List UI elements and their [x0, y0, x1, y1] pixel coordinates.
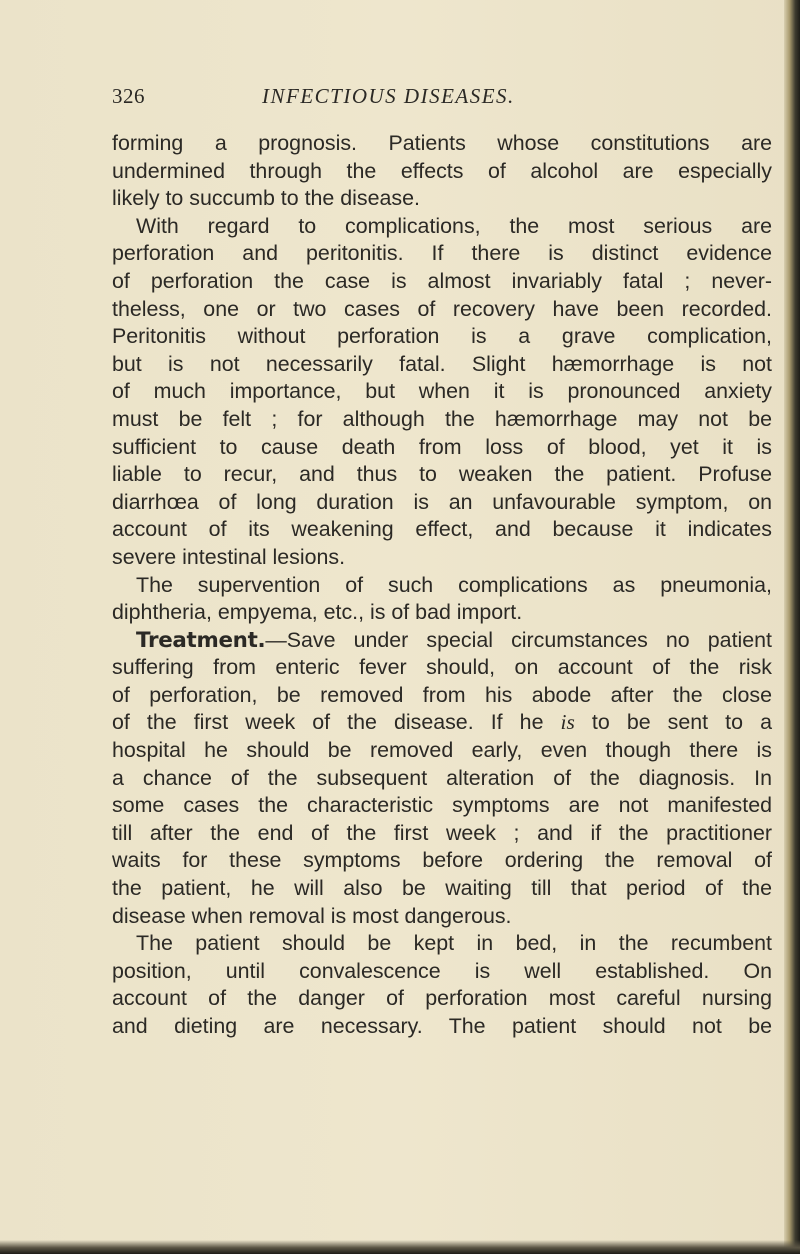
text-line: the patient, he will also be waiting till that period of the: [112, 876, 772, 901]
text-line: likely to succumb to the disease.: [112, 186, 420, 211]
text-line: sufficient to cause death from loss of blood, yet it is: [112, 434, 772, 459]
text-line: till after the end of the first week ; and if the practitioner: [112, 820, 772, 845]
text-line: but is not necessarily fatal. Slight hæmorrhage is not: [112, 351, 772, 376]
text-line: forming a prognosis. Patients whose constitutions are: [112, 131, 772, 155]
text-fragment: of the first week of the disease. If he: [112, 710, 561, 735]
text-line: of much importance, but when it is pronounced anxiety: [112, 379, 772, 404]
text-line: The supervention of such complications as pneumonia,: [136, 572, 772, 597]
text-line: liable to recur, and thus to weaken the patient. Profuse: [112, 462, 772, 487]
text-line: diphtheria, empyema, etc., is of bad import.: [112, 600, 523, 625]
italic-word: is: [560, 710, 575, 735]
text-line: severe intestinal lesions.: [112, 544, 346, 569]
text-line: disease when removal is most dangerous.: [112, 903, 512, 928]
text-line: must be felt ; for although the hæmorrhage may not be: [112, 406, 772, 431]
text-line: Peritonitis without perforation is a grave complication,: [112, 324, 772, 349]
text-line: undermined through the effects of alcohol are especially: [112, 158, 772, 183]
text-line: and dieting are necessary. The patient should not be: [112, 1014, 772, 1038]
page-edge-shadow-right: [784, 0, 800, 1254]
text-line: theless, one or two cases of recovery have been recorded.: [112, 296, 772, 321]
text-line: a chance of the subsequent alteration of the diagnosis. In: [112, 765, 772, 790]
text-fragment: to be sent to a: [574, 710, 772, 735]
text-line: With regard to complications, the most serious are: [136, 213, 772, 238]
text-line: account of the danger of perforation most careful nursing: [112, 986, 772, 1011]
text-fragment: —Save under special circumstances no patient: [265, 627, 772, 652]
running-title: INFECTIOUS DISEASES.: [262, 84, 515, 108]
text-line: The patient should be kept in bed, in the recumbent: [136, 931, 772, 956]
text-line: diarrhœa of long duration is an unfavourable symptom, on: [112, 489, 772, 514]
text-line: account of its weakening effect, and because it indicates: [112, 517, 772, 542]
text-line: hospital he should be removed early, even though there is: [112, 738, 772, 763]
text-line: suffering from enteric fever should, on account of the risk: [112, 655, 772, 680]
page-header: [112, 84, 772, 114]
page-number: 326: [112, 84, 145, 108]
text-line: of perforation, be removed from his abode after the close: [112, 682, 772, 707]
text-line: perforation and peritonitis. If there is distinct evidence: [112, 241, 772, 266]
body-text: [112, 130, 772, 1041]
text-line: waits for these symptoms before ordering the removal of: [112, 848, 772, 873]
text-line: some cases the characteristic symptoms are not manifested: [112, 793, 772, 818]
text-line-italic: [112, 709, 772, 737]
page-edge-shadow-bottom: [0, 1240, 800, 1254]
text-line: of perforation the case is almost invariably fatal ; never-: [112, 268, 772, 293]
section-heading: Treatment.: [136, 627, 266, 653]
text-line-heading: [112, 627, 772, 655]
text-line: position, until convalescence is well established. On: [112, 958, 772, 983]
